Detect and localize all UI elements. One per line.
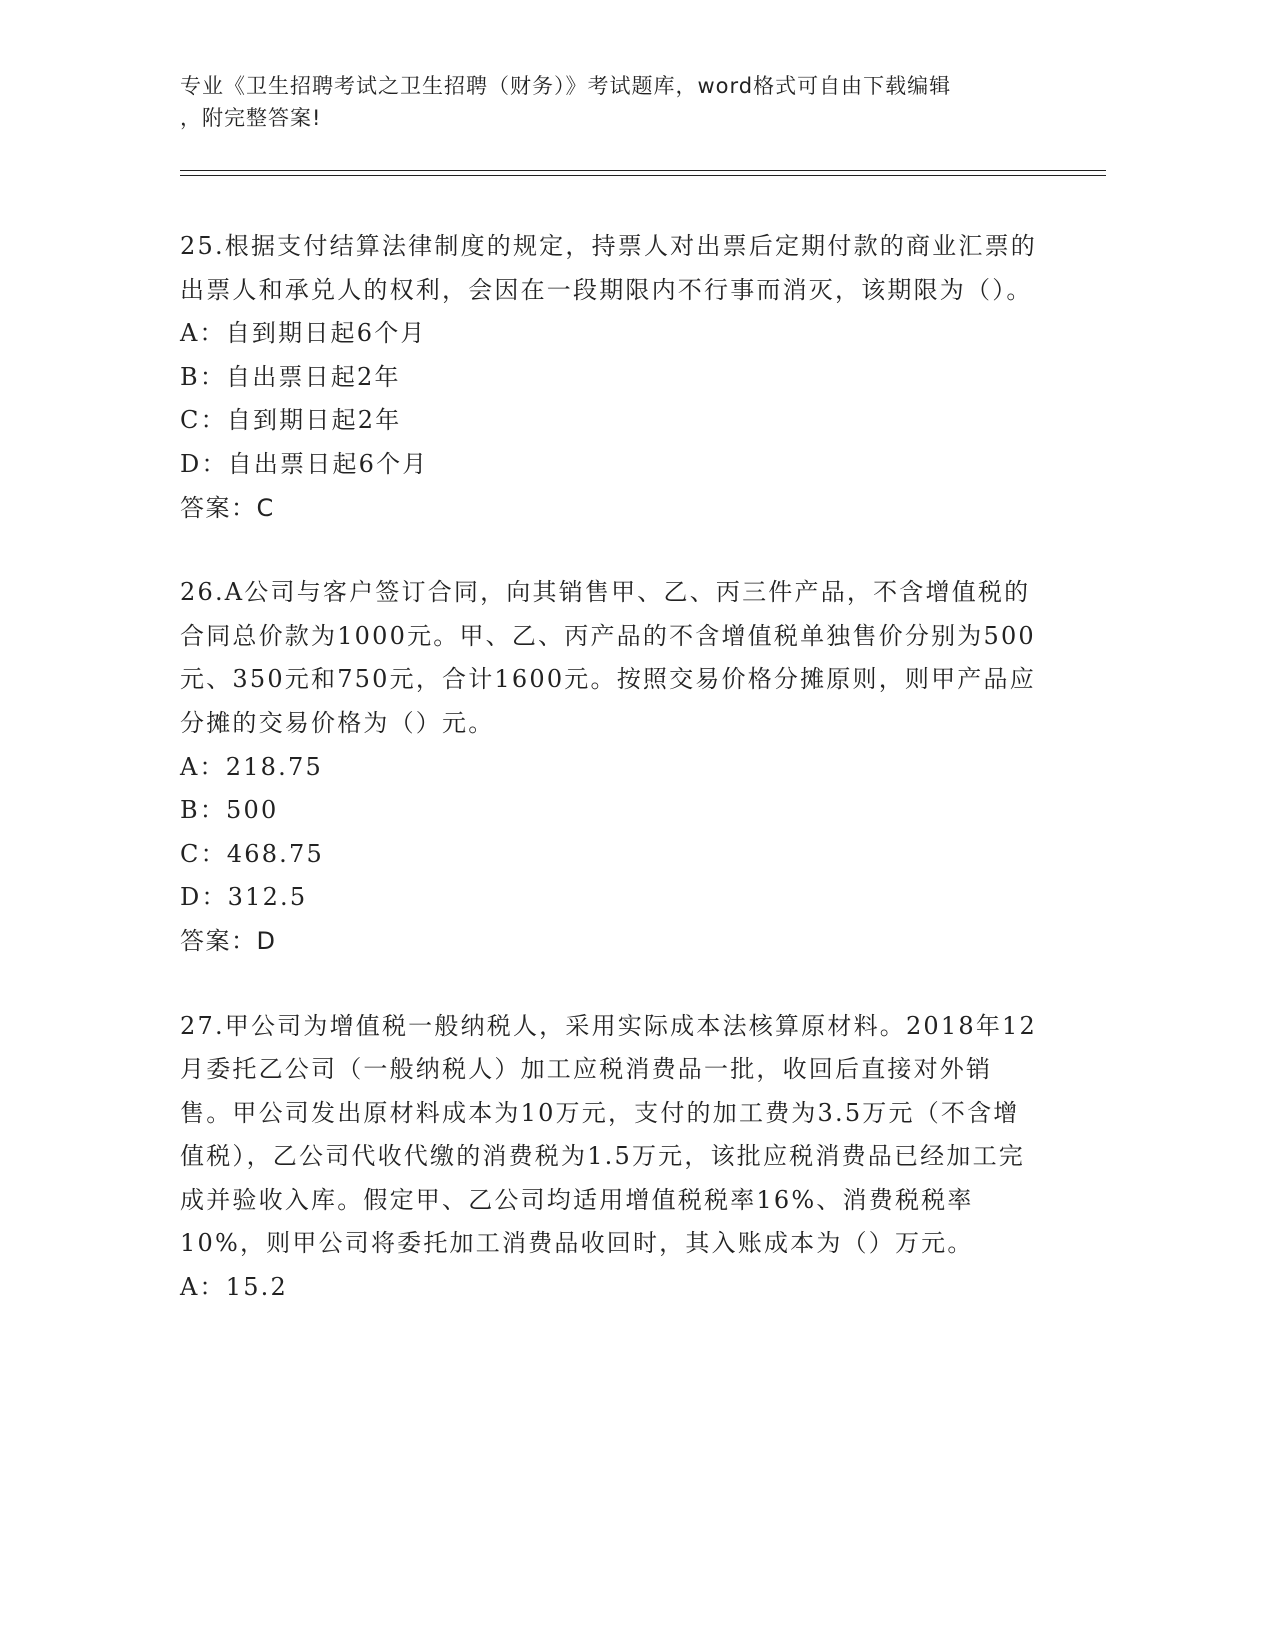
- option-a: A：15.2: [180, 1273, 288, 1302]
- question-list: [180, 225, 1040, 1351]
- option-a: A：自到期日起6个月: [180, 319, 427, 348]
- header-line-2: ，附完整答案!: [180, 106, 322, 130]
- option-d: D：312.5: [180, 883, 308, 912]
- option-c: C：自到期日起2年: [180, 406, 402, 435]
- option-c: C：468.75: [180, 839, 324, 868]
- answer-line: 答案：C: [180, 493, 275, 522]
- question-stem: 27.甲公司为增值税一般纳税人，采用实际成本法核算原材料。2018年12月委托乙公司（一般纳税人）加工应税消费品一批，收回后直接对外销售。甲公司发出原材料成本为10万元，支付的加工费为3.5万元（不含增值税），乙公司代收代缴的消费税为1.5万元，该批应税消费品已经加工完成并验收入库。假定甲、乙公司均适用增值税税率16%、消费税税率10%，则甲公司将委托加工消费品收回时，其入账成本为（）万元。: [180, 1011, 1037, 1258]
- question-stem: 26.A公司与客户签订合同，向其销售甲、乙、丙三件产品，不含增值税的合同总价款为1000元。甲、乙、丙产品的不含增值税单独售价分别为500元、350元和750元，合计1600元。按照交易价格分摊原则，则甲产品应分摊的交易价格为（）元。: [180, 578, 1036, 737]
- option-b: B：自出票日起2年: [180, 362, 401, 391]
- option-b: B：500: [180, 796, 279, 825]
- header-divider-bottom: [180, 175, 1106, 176]
- header-line-1: 专业《卫生招聘考试之卫生招聘（财务）》考试题库，word格式可自由下载编辑: [180, 74, 952, 98]
- question-25: [180, 225, 1040, 530]
- document-header: [180, 70, 1040, 134]
- question-27: [180, 1005, 1040, 1310]
- option-a: A：218.75: [180, 752, 323, 781]
- option-d: D：自出票日起6个月: [180, 449, 429, 478]
- question-stem: 25.根据支付结算法律制度的规定，持票人对出票后定期付款的商业汇票的出票人和承兑人的权利，会因在一段期限内不行事而消灭，该期限为（）。: [180, 232, 1037, 304]
- answer-line: 答案：D: [180, 926, 277, 955]
- question-26: [180, 571, 1040, 963]
- header-divider-top: [180, 170, 1106, 171]
